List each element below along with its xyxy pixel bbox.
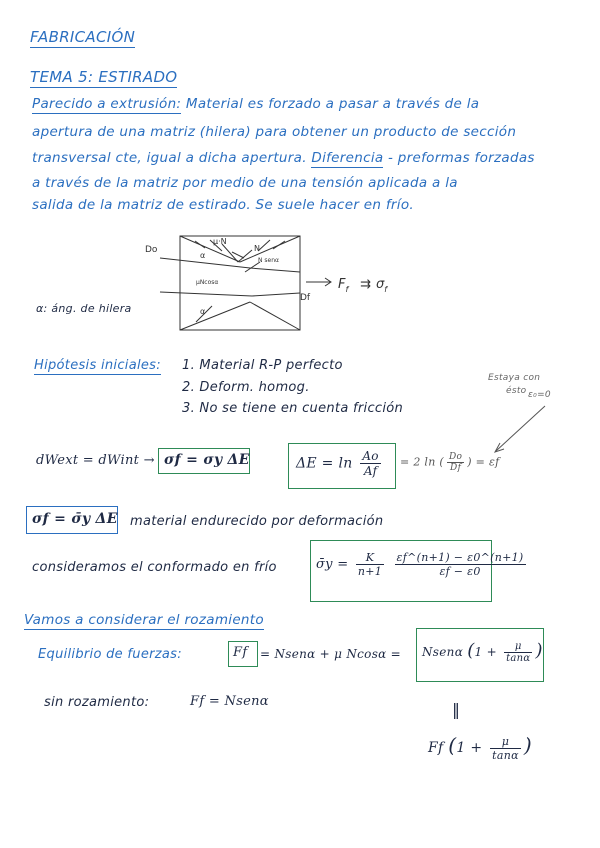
diagram-alpha-2: α <box>200 307 206 316</box>
diagram-force-label: $F_f$ <box>338 277 349 294</box>
diagram-alpha-1: α <box>200 251 206 260</box>
intro-line-3b: - preformas forzadas <box>383 150 535 166</box>
work-lhs: dWext = dWint → <box>36 453 155 468</box>
balance-ff: Ff <box>233 645 248 660</box>
k-ratio-den: n+1 <box>357 565 383 578</box>
balance-eq: = Nsenα + μ Ncosα = <box>260 647 402 661</box>
intro-difference-label: Diferencia <box>311 150 384 166</box>
intro-line-1 <box>32 98 479 112</box>
side-note-2: ésto <box>506 386 527 396</box>
diagram-mu-label: μ·N <box>213 237 227 246</box>
no-friction-label: sin rozamiento: <box>44 695 150 710</box>
balance-result-num: μ <box>504 641 532 653</box>
side-note-1: Estaya con <box>488 373 541 383</box>
topic-title: TEMA 5: ESTIRADO <box>30 68 178 86</box>
diagram-nsin-label: N senα <box>258 257 279 264</box>
area-ratio-den: Af <box>363 464 378 478</box>
cold-lhs: σ̄y = <box>316 557 349 572</box>
work-box-1-text: σf = σy ΔE <box>164 452 250 468</box>
k-ratio-num: K <box>356 551 384 565</box>
intro-line-4: a través de la matriz por medio de una tensión aplicada a la <box>32 175 458 191</box>
balance-label: Equilibrio de fuerzas: <box>38 647 182 662</box>
intro-line-2: apertura de una matriz (hilera) para obtener un producto de sección <box>32 124 517 140</box>
balance-result-pre: Nsenα <box>422 645 464 659</box>
diagram-d0-label: Do <box>145 245 158 255</box>
hardened-eq: σf = σ̄y ΔE <box>32 511 118 527</box>
diameter-relation: = 2 ln ( $\frac{Do}{Df}$ ) = εf <box>400 452 500 473</box>
friction-title: Vamos a considerar el rozamiento <box>24 612 264 628</box>
diameter-eq-rest: = 2 ln <box>400 455 436 469</box>
final-pre: Ff <box>428 740 444 756</box>
balance-result: Nsenα (1 + $\frac{\mu}{\tan\alpha}$ ) <box>422 640 543 664</box>
cold-text: consideramos el conformado en frío <box>32 560 277 575</box>
balance-result-one: 1 + <box>474 645 497 659</box>
diagram-mu-ncos-label: μNcosα <box>196 279 219 286</box>
epsilon-ratio-num: εf^(n+1) − ε0^(n+1) <box>396 551 524 564</box>
diameter-ratio <box>447 452 464 473</box>
intro-line-1-rest: Material es forzado a pasar a través de la <box>181 96 480 112</box>
intro-line-3a: transversal cte, igual a dicha apertura. <box>32 150 312 166</box>
diagram-n-label: N <box>254 244 260 253</box>
k-ratio <box>356 551 384 578</box>
balance-result-den: tanα <box>506 653 531 664</box>
final-den: tanα <box>492 748 519 762</box>
no-friction-eq: Ff = Nsenα <box>190 694 269 709</box>
area-ratio <box>360 449 381 478</box>
hypotheses-title: Hipótesis iniciales: <box>34 358 161 373</box>
course-title: FABRICACIÓN <box>30 28 136 46</box>
diagram-sigma-label: $\sigma_f$ <box>376 277 388 294</box>
epsilon-ratio-den: εf − ε0 <box>439 565 481 578</box>
final-num: μ <box>490 735 521 749</box>
hypothesis-2: 2. Deform. homog. <box>182 380 310 395</box>
diagram-df-label: Df <box>300 293 311 303</box>
side-note-3: ε₀=0 <box>528 390 551 400</box>
hypothesis-1: 1. Material R-P perfecto <box>182 358 343 373</box>
balance-result-frac <box>504 641 532 664</box>
intro-line-5: salida de la matriz de estirado. Se suele hacer en frío. <box>32 197 414 213</box>
epsilon-ratio <box>395 551 526 578</box>
diameter-eq-end: = εf <box>475 455 500 469</box>
diameter-ratio-num: Do <box>449 452 463 462</box>
intro-line-3 <box>32 152 535 166</box>
final-one: 1 + <box>456 740 483 756</box>
area-ratio-num: Ao <box>362 449 379 463</box>
parallel-mark: ‖ <box>452 700 461 719</box>
hardened-text: material endurecido por deformación <box>130 514 384 529</box>
intro-lead: Parecido a extrusión: <box>32 96 182 112</box>
delta-e-eq <box>296 449 384 478</box>
cold-eq <box>316 551 529 578</box>
final-eq: Ff (1 + $\frac{\mu}{\tan\alpha}$ ) <box>428 733 532 762</box>
final-frac <box>490 735 521 762</box>
diagram-arrow-symbol: ⇉ <box>360 277 371 292</box>
hypothesis-3: 3. No se tiene en cuenta fricción <box>182 401 404 416</box>
alpha-note: α: áng. de hilera <box>36 302 132 315</box>
delta-e-lhs: ΔE = ln <box>296 455 353 472</box>
diameter-ratio-den: Df <box>450 463 462 473</box>
